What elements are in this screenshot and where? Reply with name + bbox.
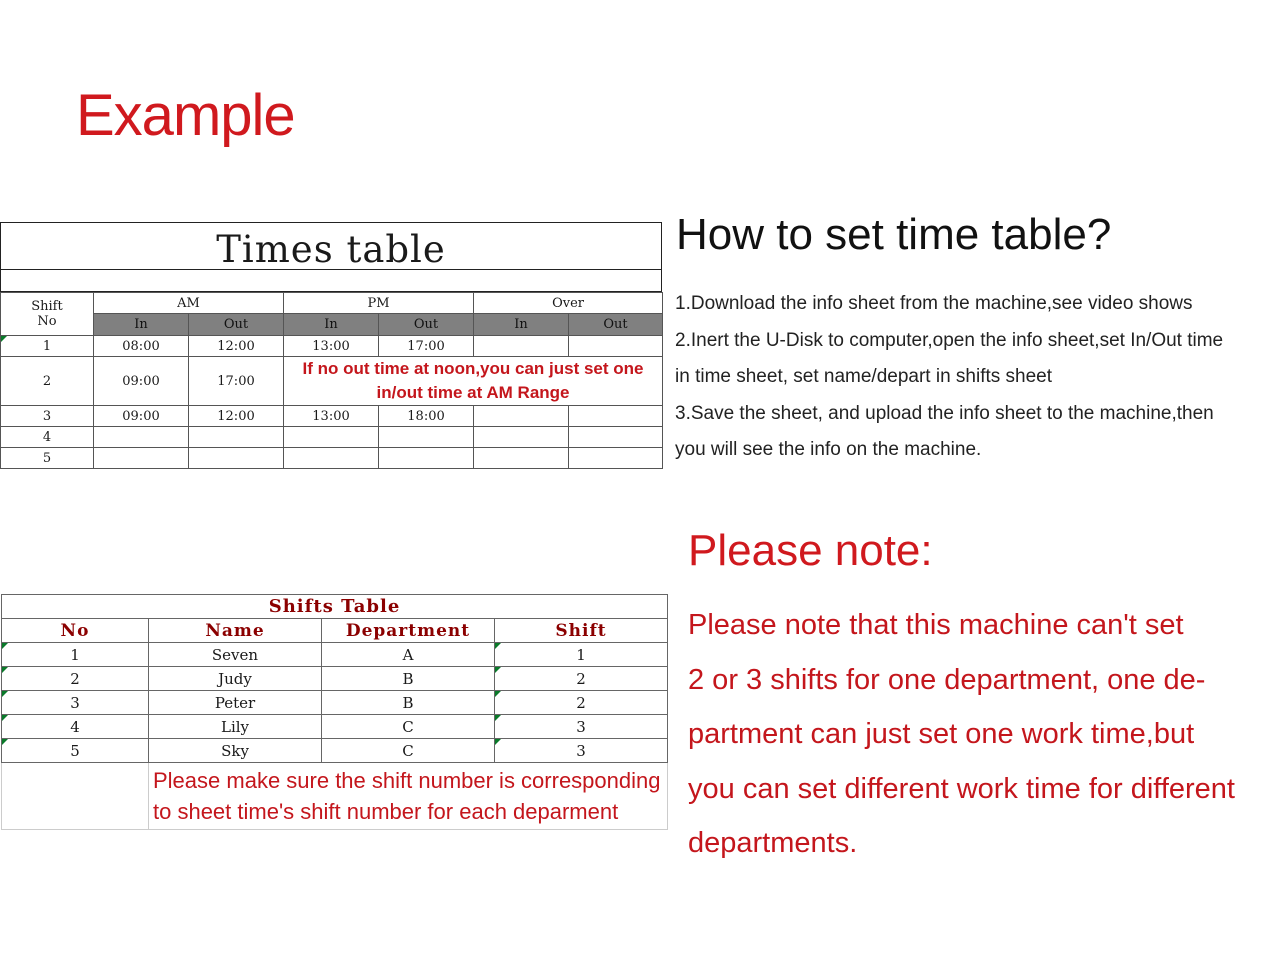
over-in-cell <box>474 448 569 469</box>
shifts-table-title: Shifts Table <box>2 595 668 619</box>
table-row <box>2 643 668 667</box>
pm-out-cell <box>379 427 474 448</box>
am-in-cell: 09:00 <box>94 406 189 427</box>
am-in-header: In <box>94 314 189 336</box>
name-cell: Peter <box>149 691 322 715</box>
over-group-header: Over <box>474 293 663 314</box>
department-cell: C <box>322 739 495 763</box>
no-cell: 3 <box>2 691 149 715</box>
name-cell: Sky <box>149 739 322 763</box>
example-title: Example <box>76 83 295 148</box>
over-out-header: Out <box>569 314 663 336</box>
table-row <box>1 406 663 427</box>
pm-in-cell: 13:00 <box>284 406 379 427</box>
shift-header-line2: No <box>37 314 57 329</box>
note-line: 2 or 3 shifts for one department, one de- <box>688 663 1206 696</box>
shifts-note: Please make sure the shift number is corresponding to sheet time's shift number for each deparment <box>149 763 668 830</box>
am-in-cell <box>94 448 189 469</box>
shift-cell: 2 <box>495 691 668 715</box>
no-header: No <box>2 619 149 643</box>
department-cell: B <box>322 667 495 691</box>
over-out-cell <box>569 427 663 448</box>
am-out-cell: 12:00 <box>189 406 284 427</box>
empty-cell <box>2 763 149 830</box>
pm-out-cell: 18:00 <box>379 406 474 427</box>
table-row <box>1 427 663 448</box>
table-row <box>1 448 663 469</box>
department-cell: A <box>322 643 495 667</box>
over-in-cell <box>474 336 569 357</box>
am-out-cell: 17:00 <box>189 357 284 406</box>
shifts-table <box>1 594 668 830</box>
pm-in-cell <box>284 427 379 448</box>
shift-no-cell: 4 <box>1 427 94 448</box>
table-row <box>2 739 668 763</box>
name-cell: Lily <box>149 715 322 739</box>
table-row <box>1 336 663 357</box>
department-header: Department <box>322 619 495 643</box>
shift-header-line1: Shift <box>31 299 63 314</box>
howto-step-line: 2.Inert the U-Disk to computer,open the info sheet,set In/Out time <box>675 329 1224 351</box>
howto-step-line: you will see the info on the machine. <box>675 439 982 460</box>
note-line: departments. <box>688 827 858 859</box>
shift-cell: 3 <box>495 715 668 739</box>
am-out-cell: 12:00 <box>189 336 284 357</box>
howto-step-line: in time sheet, set name/depart in shifts sheet <box>675 366 1053 387</box>
pm-out-cell <box>379 448 474 469</box>
over-in-cell <box>474 427 569 448</box>
name-cell: Seven <box>149 643 322 667</box>
no-cell: 1 <box>2 643 149 667</box>
note-line: partment can just set one work time,but <box>688 718 1195 750</box>
am-out-cell <box>189 427 284 448</box>
howto-steps <box>675 286 1280 469</box>
over-in-header: In <box>474 314 569 336</box>
pm-group-header: PM <box>284 293 474 314</box>
shift-no-cell: 2 <box>1 357 94 406</box>
name-header: Name <box>149 619 322 643</box>
am-out-cell <box>189 448 284 469</box>
pm-in-cell: 13:00 <box>284 336 379 357</box>
shift-no-cell: 1 <box>1 336 94 357</box>
note-line: Please note that this machine can't set <box>688 609 1184 641</box>
no-cell: 4 <box>2 715 149 739</box>
department-cell: B <box>322 691 495 715</box>
am-out-header: Out <box>189 314 284 336</box>
pm-out-cell: 17:00 <box>379 336 474 357</box>
note-title: Please note: <box>688 526 933 575</box>
pm-note-cell: If no out time at noon,you can just set one in/out time at AM Range <box>284 357 663 406</box>
over-out-cell <box>569 448 663 469</box>
times-table-grid <box>0 292 663 469</box>
note-body <box>688 598 1280 871</box>
shift-cell: 3 <box>495 739 668 763</box>
am-in-cell: 09:00 <box>94 357 189 406</box>
am-group-header: AM <box>94 293 284 314</box>
no-cell: 2 <box>2 667 149 691</box>
table-row <box>2 715 668 739</box>
howto-step-line: 3.Save the sheet, and upload the info sheet to the machine,then <box>675 402 1214 424</box>
am-in-cell: 08:00 <box>94 336 189 357</box>
table-row <box>2 667 668 691</box>
times-table <box>0 222 662 469</box>
shift-no-cell: 5 <box>1 448 94 469</box>
department-cell: C <box>322 715 495 739</box>
table-row <box>1 357 663 406</box>
pm-in-header: In <box>284 314 379 336</box>
shift-cell: 2 <box>495 667 668 691</box>
over-out-cell <box>569 336 663 357</box>
times-table-spacer <box>0 270 662 292</box>
over-in-cell <box>474 406 569 427</box>
shift-no-header <box>1 293 94 336</box>
name-cell: Judy <box>149 667 322 691</box>
shift-no-cell: 3 <box>1 406 94 427</box>
times-table-title: Times table <box>0 222 662 270</box>
shift-header: Shift <box>495 619 668 643</box>
am-in-cell <box>94 427 189 448</box>
table-row <box>2 691 668 715</box>
note-line: you can set different work time for different <box>688 772 1235 805</box>
no-cell: 5 <box>2 739 149 763</box>
pm-out-header: Out <box>379 314 474 336</box>
pm-in-cell <box>284 448 379 469</box>
shift-cell: 1 <box>495 643 668 667</box>
howto-step-line: 1.Download the info sheet from the machine,see video shows <box>675 293 1193 314</box>
over-out-cell <box>569 406 663 427</box>
howto-title: How to set time table? <box>676 210 1112 259</box>
